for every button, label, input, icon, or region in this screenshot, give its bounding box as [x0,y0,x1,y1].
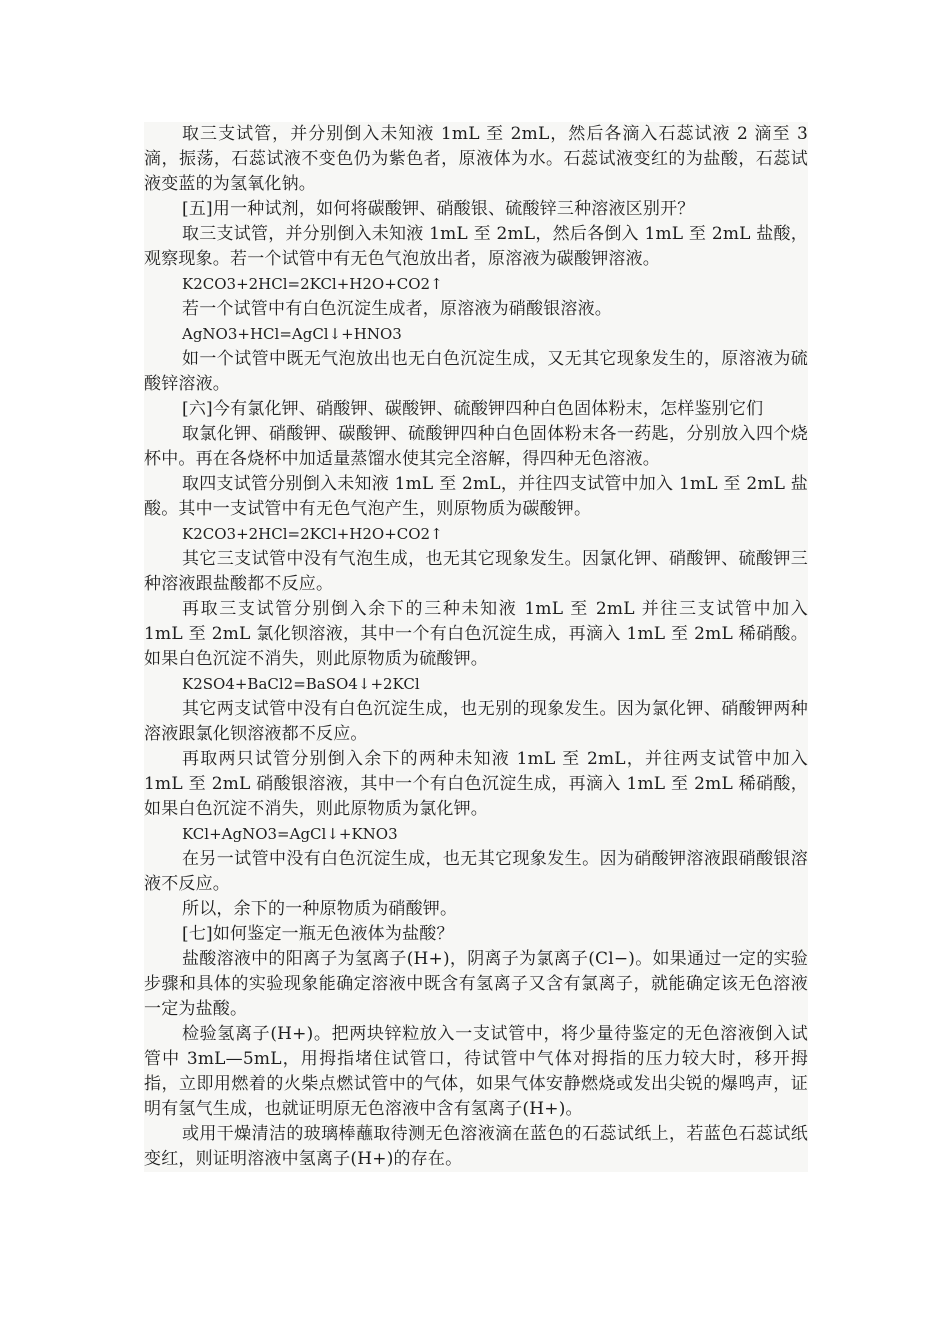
chemical-equation: K2CO3+2HCl=2KCl+H2O+CO2↑ [182,525,443,543]
paragraph: 所以，余下的一种原物质为硝酸钾。 [182,899,458,919]
paragraph: 取三支试管，并分别倒入未知液 1mL 至 2mL，然后各倒入 1mL 至 2mL 盐酸，观察现象。若一个试管中有无色气泡放出者，原溶液为碳酸钾溶液。 [144,224,808,269]
chemical-equation: K2CO3+2HCl=2KCl+H2O+CO2↑ [182,275,443,293]
section-heading-5: [五]用一种试剂，如何将碳酸钾、硝酸银、硫酸锌三种溶液区别开？ [182,199,695,219]
chemical-equation: KCl+AgNO3=AgCl↓+KNO3 [182,825,398,843]
paragraph: 取三支试管，并分别倒入未知液 1mL 至 2mL，然后各滴入石蕊试液 2 滴至 3 滴，振荡，石蕊试液不变色仍为紫色者，原液体为水。石蕊试液变红的为盐酸，石蕊试液变蓝的为氢氧化钠。 [144,124,808,194]
paragraph: 再取两只试管分别倒入余下的两种未知液 1mL 至 2mL，并往两支试管中加入 1mL 至 2mL 硝酸银溶液，其中一个有白色沉淀生成，再滴入 1mL 至 2mL 稀硝酸，如果白色沉淀不消失，则此原物质为氯化钾。 [144,749,808,819]
paragraph: 检验氢离子(H+)。把两块锌粒放入一支试管中，将少量待鉴定的无色溶液倒入试管中 3mL—5mL，用拇指堵住试管口，待试管中气体对拇指的压力较大时，移开拇指，立即用燃着的火柴点燃试管中的气体，如果气体安静燃烧或发出尖锐的爆鸣声，证明有氢气生成，也就证明原无色溶液中含有氢离子(H+)。 [144,1024,808,1119]
paragraph: 盐酸溶液中的阳离子为氢离子(H+)，阴离子为氯离子(Cl−)。如果通过一定的实验步骤和具体的实验现象能确定溶液中既含有氢离子又含有氯离子，就能确定该无色溶液一定为盐酸。 [144,949,808,1019]
paragraph: 若一个试管中有白色沉淀生成者，原溶液为硝酸银溶液。 [182,299,612,319]
paragraph: 或用干燥清洁的玻璃棒蘸取待测无色溶液滴在蓝色的石蕊试纸上，若蓝色石蕊试纸变红，则证明溶液中氢离子(H+)的存在。 [144,1124,808,1169]
paragraph: 其它三支试管中没有气泡生成，也无其它现象发生。因氯化钾、硝酸钾、硫酸钾三种溶液跟盐酸都不反应。 [144,549,808,594]
paragraph: 如一个试管中既无气泡放出也无白色沉淀生成，又无其它现象发生的，原溶液为硫酸锌溶液。 [144,349,808,394]
paragraph: 在另一试管中没有白色沉淀生成，也无其它现象发生。因为硝酸钾溶液跟硝酸银溶液不反应。 [144,849,808,894]
paragraph: 其它两支试管中没有白色沉淀生成，也无别的现象发生。因为氯化钾、硝酸钾两种溶液跟氯化钡溶液都不反应。 [144,699,808,744]
paragraph: 取氯化钾、硝酸钾、碳酸钾、硫酸钾四种白色固体粉末各一药匙，分别放入四个烧杯中。再在各烧杯中加适量蒸馏水使其完全溶解，得四种无色溶液。 [144,424,808,469]
chemical-equation: K2SO4+BaCl2=BaSO4↓+2KCl [182,675,420,693]
section-heading-6: [六]今有氯化钾、硝酸钾、碳酸钾、硫酸钾四种白色固体粉末，怎样鉴别它们 [182,399,764,419]
paragraph: 取四支试管分别倒入未知液 1mL 至 2mL，并往四支试管中加入 1mL 至 2mL 盐酸。其中一支试管中有无色气泡产生，则原物质为碳酸钾。 [144,474,808,519]
document-body [144,122,808,1172]
paragraph: 再取三支试管分别倒入余下的三种未知液 1mL 至 2mL 并往三支试管中加入 1mL 至 2mL 氯化钡溶液，其中一个有白色沉淀生成，再滴入 1mL 至 2mL 稀硝酸。如果白色沉淀不消失，则此原物质为硫酸钾。 [144,599,808,669]
section-heading-7: [七]如何鉴定一瓶无色液体为盐酸？ [182,924,454,944]
chemical-equation: AgNO3+HCl=AgCl↓+HNO3 [182,325,402,343]
